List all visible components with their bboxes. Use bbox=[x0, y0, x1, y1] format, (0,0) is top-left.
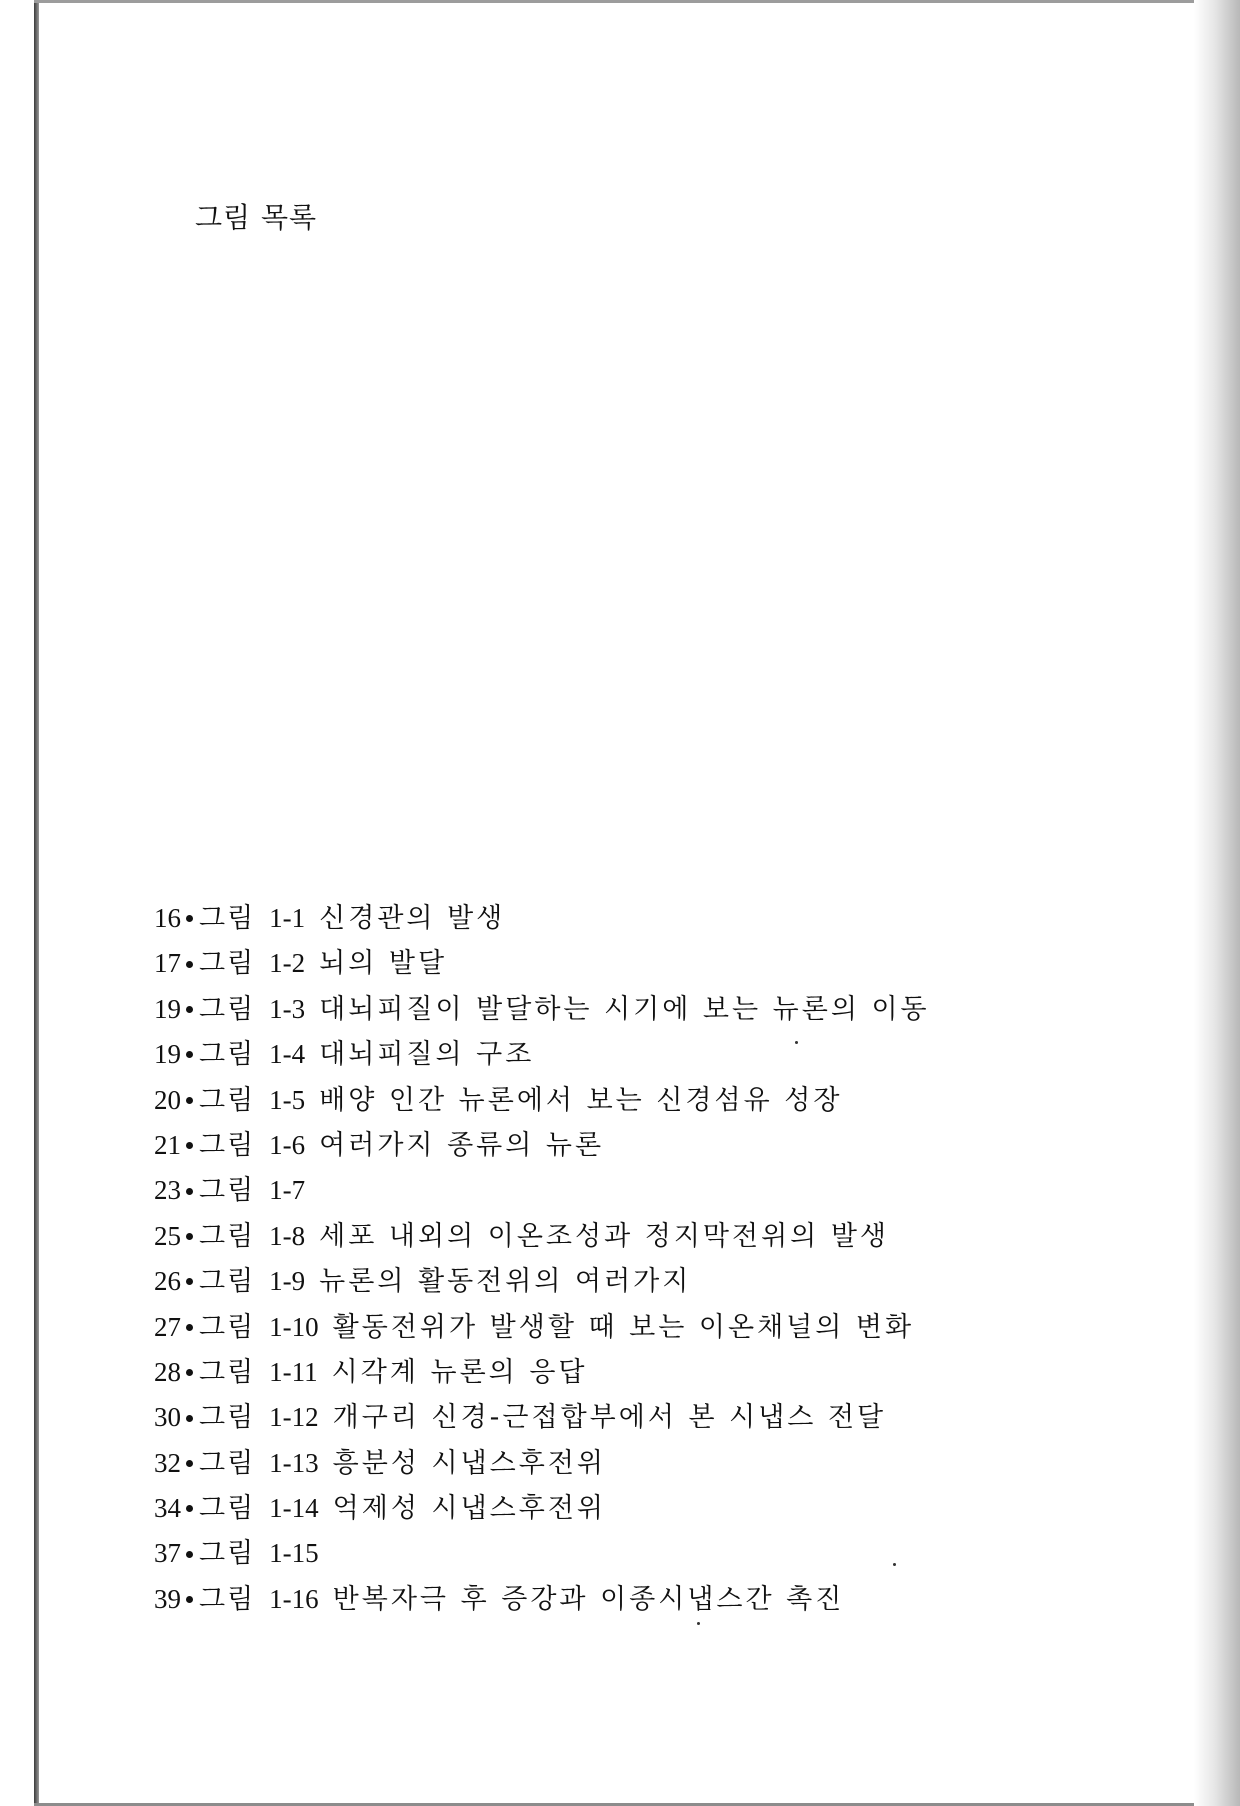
figure-page-number: 19 bbox=[154, 993, 181, 1024]
scan-speck bbox=[795, 1041, 798, 1044]
figure-list-item bbox=[154, 1259, 930, 1304]
figure-page-number: 39 bbox=[154, 1583, 181, 1614]
page-left-edge bbox=[34, 0, 39, 1806]
figure-number: 1-16 bbox=[269, 1583, 319, 1614]
figure-label: 그림 bbox=[199, 1175, 256, 1207]
bullet-icon bbox=[186, 1142, 193, 1149]
figure-caption: 개구리 신경-근접합부에서 본 시냅스 전달 bbox=[332, 1402, 887, 1434]
figure-list-item bbox=[154, 1395, 930, 1440]
figure-page-number: 28 bbox=[154, 1356, 181, 1387]
bullet-icon bbox=[186, 1006, 193, 1013]
figure-list-item bbox=[154, 1577, 930, 1622]
figure-page-number: 16 bbox=[154, 903, 181, 933]
figure-label: 그림 bbox=[199, 1447, 256, 1479]
bullet-icon bbox=[186, 1051, 193, 1058]
figure-label: 그림 bbox=[199, 1129, 256, 1161]
figure-page-number: 20 bbox=[154, 1084, 181, 1115]
figure-caption: 배양 인간 뉴론에서 보는 신경섬유 성장 bbox=[319, 1084, 843, 1116]
figure-label: 그림 bbox=[199, 1583, 256, 1615]
figure-label: 그림 bbox=[199, 1402, 256, 1434]
figure-caption: 여러가지 종류의 뉴론 bbox=[319, 1129, 605, 1161]
figure-page-number: 32 bbox=[154, 1447, 181, 1478]
figure-label: 그림 bbox=[199, 1356, 256, 1388]
figure-caption: 세포 내외의 이온조성과 정지막전위의 발생 bbox=[319, 1220, 889, 1252]
figure-number: 1-6 bbox=[269, 1129, 306, 1160]
figure-list-item bbox=[154, 1168, 930, 1213]
bullet-icon bbox=[186, 1324, 193, 1331]
figure-caption: 뉴론의 활동전위의 여러가지 bbox=[319, 1266, 692, 1298]
figure-list-item bbox=[154, 1032, 930, 1077]
figure-caption: 뇌의 발달 bbox=[319, 948, 448, 980]
figure-number: 1-8 bbox=[269, 1220, 306, 1251]
figure-page-number: 19 bbox=[154, 1039, 181, 1070]
figure-page-number: 17 bbox=[154, 948, 181, 979]
figure-number: 1-11 bbox=[269, 1356, 318, 1387]
figure-number: 1-14 bbox=[269, 1493, 319, 1524]
bullet-icon bbox=[186, 1596, 193, 1603]
figure-caption: 신경관의 발생 bbox=[319, 903, 506, 934]
figure-caption: 흥분성 시냅스후전위 bbox=[332, 1447, 606, 1479]
figure-page-number: 21 bbox=[154, 1129, 181, 1160]
figure-caption: 활동전위가 발생할 때 보는 이온채널의 변화 bbox=[332, 1311, 915, 1343]
bullet-icon bbox=[186, 1278, 193, 1285]
figure-label: 그림 bbox=[199, 1220, 256, 1252]
page-title: 그림 목록 bbox=[195, 201, 318, 234]
figure-label: 그림 bbox=[199, 1266, 256, 1298]
figure-number: 1-7 bbox=[269, 1175, 306, 1206]
figure-label: 그림 bbox=[199, 1311, 256, 1343]
figure-page-number: 34 bbox=[154, 1493, 181, 1524]
scan-speck bbox=[893, 1563, 896, 1566]
figure-list-item bbox=[154, 1214, 930, 1259]
figure-page-number: 26 bbox=[154, 1266, 181, 1297]
figure-label: 그림 bbox=[199, 903, 256, 934]
figure-page-number: 37 bbox=[154, 1538, 181, 1569]
figure-list-item bbox=[154, 1123, 930, 1168]
figure-label: 그림 bbox=[199, 1538, 256, 1570]
figure-list-item bbox=[154, 1441, 930, 1486]
figure-caption: 대뇌피질이 발달하는 시기에 보는 뉴론의 이동 bbox=[319, 993, 930, 1025]
figure-number: 1-15 bbox=[269, 1538, 319, 1569]
figure-number: 1-12 bbox=[269, 1402, 319, 1433]
figure-list-item bbox=[154, 1350, 930, 1395]
bullet-icon bbox=[186, 915, 193, 922]
figure-number: 1-10 bbox=[269, 1311, 319, 1342]
figure-caption: 시각계 뉴론의 응답 bbox=[331, 1356, 588, 1388]
figure-list-item bbox=[154, 1305, 930, 1350]
figure-number: 1-2 bbox=[269, 948, 306, 979]
figure-label: 그림 bbox=[199, 1039, 256, 1071]
figure-label: 그림 bbox=[199, 948, 256, 980]
figure-page-number: 27 bbox=[154, 1311, 181, 1342]
bullet-icon bbox=[186, 1505, 193, 1512]
bullet-icon bbox=[186, 1097, 193, 1104]
figure-label: 그림 bbox=[199, 993, 256, 1025]
figure-caption: 억제성 시냅스후전위 bbox=[332, 1493, 606, 1525]
bullet-icon bbox=[186, 1460, 193, 1467]
figure-list-item bbox=[154, 987, 930, 1032]
figure-label: 그림 bbox=[199, 1084, 256, 1116]
bullet-icon bbox=[186, 1551, 193, 1558]
figure-number: 1-9 bbox=[269, 1266, 306, 1297]
figure-number: 1-5 bbox=[269, 1084, 306, 1115]
figure-number: 1-1 bbox=[269, 903, 306, 933]
figure-list-item bbox=[154, 941, 930, 986]
figure-page-number: 23 bbox=[154, 1175, 181, 1206]
figure-number: 1-13 bbox=[269, 1447, 319, 1478]
figure-label: 그림 bbox=[199, 1493, 256, 1525]
figure-page-number: 30 bbox=[154, 1402, 181, 1433]
figure-list bbox=[154, 896, 930, 1622]
bullet-icon bbox=[186, 961, 193, 968]
figure-list-item bbox=[154, 1531, 930, 1576]
figure-caption: 반복자극 후 증강과 이종시냅스간 촉진 bbox=[332, 1583, 845, 1615]
figure-number: 1-4 bbox=[269, 1039, 306, 1070]
bullet-icon bbox=[186, 1369, 193, 1376]
figure-page-number: 25 bbox=[154, 1220, 181, 1251]
page-gutter-shadow bbox=[1194, 0, 1240, 1806]
scan-speck bbox=[697, 1622, 700, 1625]
bullet-icon bbox=[186, 1233, 193, 1240]
figure-list-item bbox=[154, 1486, 930, 1531]
bullet-icon bbox=[186, 1415, 193, 1422]
figure-list-item bbox=[154, 896, 930, 941]
page-top-edge bbox=[34, 0, 1224, 3]
bullet-icon bbox=[186, 1188, 193, 1195]
figure-list-item bbox=[154, 1078, 930, 1123]
figure-caption: 대뇌피질의 구조 bbox=[319, 1039, 535, 1071]
figure-number: 1-3 bbox=[269, 993, 306, 1024]
